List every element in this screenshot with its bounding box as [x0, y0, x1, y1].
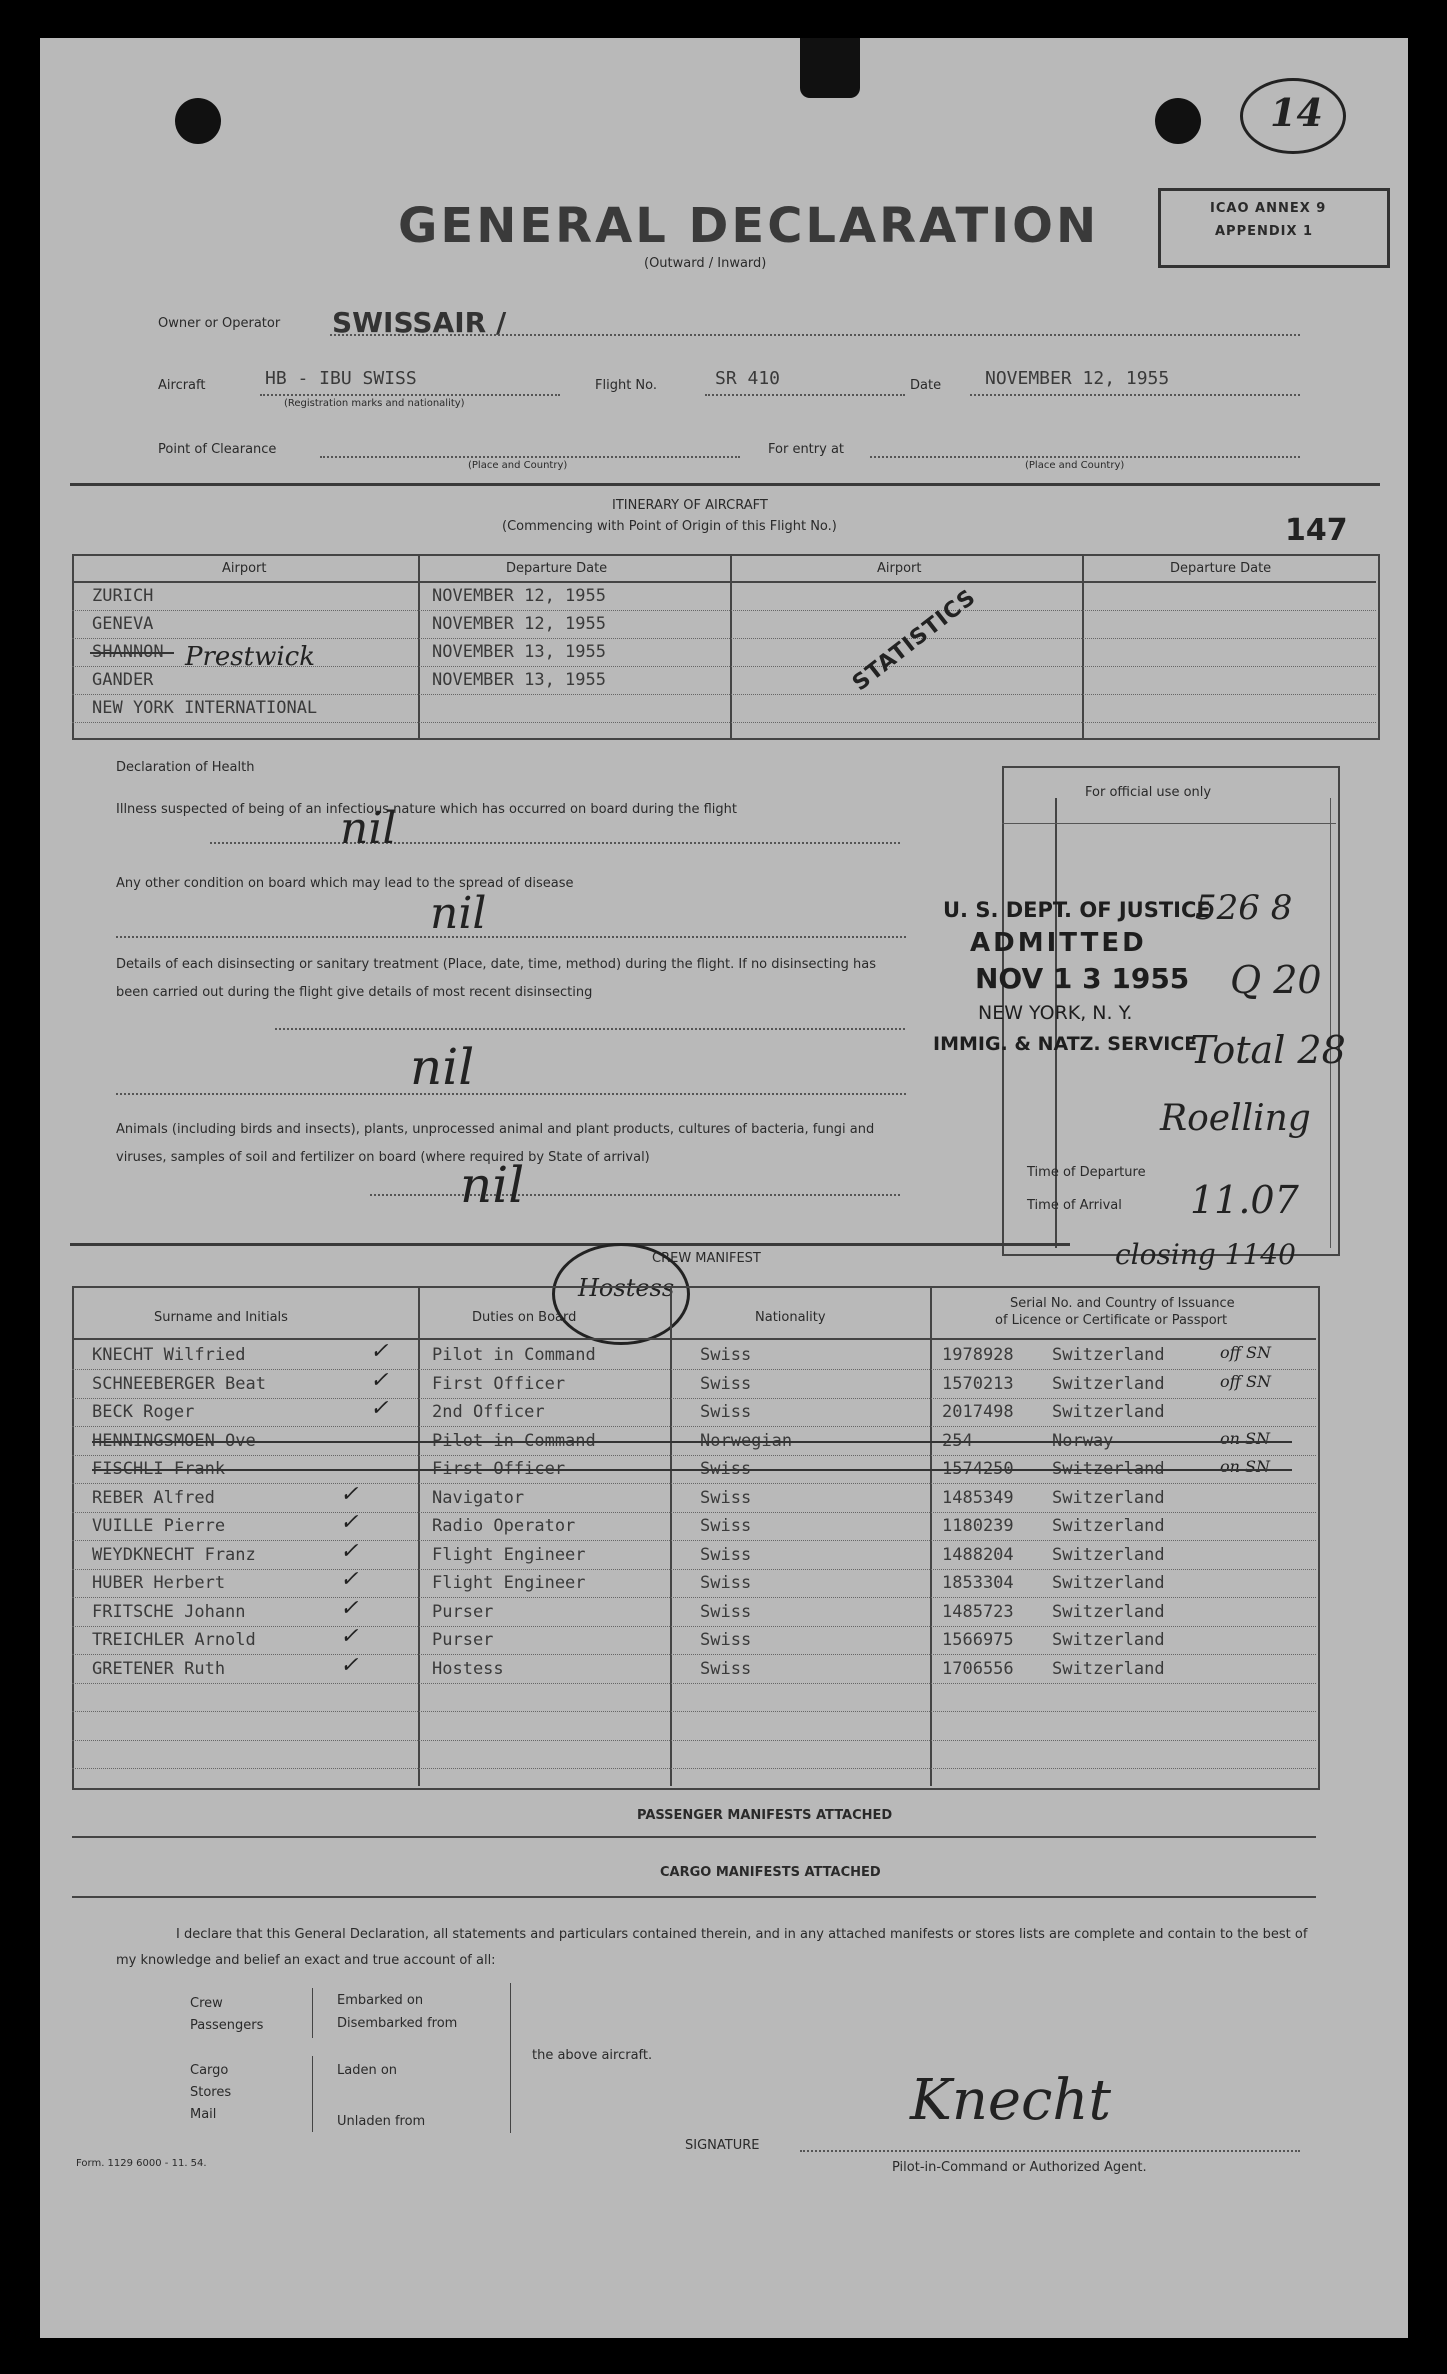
check-mark-icon: ✓ — [340, 1652, 359, 1678]
crew-name: HUBER Herbert — [92, 1573, 226, 1593]
owner-line — [330, 334, 1300, 336]
itinerary-airport: GANDER — [92, 670, 154, 690]
check-mark-icon: ✓ — [340, 1510, 359, 1535]
itinerary-date: NOVEMBER 12, 1955 — [432, 586, 606, 606]
crew-nationality: Swiss — [700, 1630, 752, 1650]
declaration-text: I declare that this General Declaration, all statements and particulars contained therein, and in any attached manifests or stores lists are complete and contain to the best of my knowledge and belief an exact and true account of all: — [116, 1927, 1308, 1968]
clearance-note: (Place and Country) — [468, 460, 568, 471]
departure-label: Time of Departure — [1027, 1165, 1146, 1180]
crew-country: Switzerland — [1052, 1601, 1165, 1622]
crew-col-name: Surname and Initials — [154, 1310, 288, 1325]
crew-row-line — [72, 1540, 1316, 1541]
aircraft-label: Aircraft — [158, 378, 206, 393]
page-title: GENERAL DECLARATION — [398, 198, 1100, 254]
health-q2: Any other condition on board which may lead to the spread of disease — [116, 876, 574, 891]
crew-country: Switzerland — [1052, 1516, 1165, 1536]
crew-name: GRETENER Ruth — [92, 1658, 226, 1679]
decl-embarked: Embarked on — [337, 1993, 424, 2008]
crew-country: Switzerland — [1052, 1487, 1165, 1508]
signature-label: SIGNATURE — [685, 2138, 760, 2153]
crew-row-line — [72, 1569, 1316, 1570]
health-q1: Illness suspected of being of an infectious nature which has occurred on board during the flight — [116, 802, 737, 817]
crew-nationality: Swiss — [700, 1373, 752, 1394]
circled-number: 14 — [1270, 90, 1323, 135]
file-number: 147 — [1285, 513, 1348, 548]
health-q4: Animals (including birds and insects), plants, unprocessed animal and plant products, cultures of bacteria, fungi and viruses, samples of soil and fertilizer on board (where required by State of arrival) — [116, 1122, 875, 1165]
decl-bracket-2 — [312, 2056, 313, 2132]
crew-serial: 1488204 — [942, 1544, 1014, 1565]
entry-label: For entry at — [768, 442, 845, 457]
crew-name: REBER Alfred — [92, 1487, 215, 1508]
crew-name: SCHNEEBERGER Beat — [92, 1373, 266, 1394]
crew-nationality: Swiss — [700, 1459, 752, 1479]
check-mark-icon: ✓ — [340, 1538, 359, 1564]
date-line — [970, 394, 1300, 396]
check-mark-icon: ✓ — [340, 1481, 359, 1507]
crew-nationality: Swiss — [700, 1573, 752, 1593]
crew-name: HENNINGSMOEN Ove — [92, 1430, 256, 1451]
crew-serial: 1485349 — [942, 1487, 1014, 1508]
crew-serial: 1706556 — [942, 1658, 1014, 1679]
crew-name: FRITSCHE Johann — [92, 1601, 246, 1622]
crew-serial: 1485723 — [942, 1601, 1014, 1622]
crew-row-line — [72, 1426, 1316, 1427]
passenger-manifests: PASSENGER MANIFESTS ATTACHED — [637, 1808, 893, 1823]
owner-value: SWISSAIR / — [332, 306, 507, 339]
itinerary-date: NOVEMBER 12, 1955 — [432, 614, 606, 634]
decl-stores: Stores — [190, 2085, 232, 2100]
crew-note: off SN — [1220, 1343, 1272, 1362]
annex-line2: APPENDIX 1 — [1215, 224, 1314, 239]
itinerary-airport: ZURICH — [92, 586, 154, 606]
itinerary-airport: NEW YORK INTERNATIONAL — [92, 698, 318, 718]
arrival-label: Time of Arrival — [1027, 1198, 1122, 1213]
itin-col-airport: Airport — [222, 561, 267, 576]
crew-duty: Flight Engineer — [432, 1573, 586, 1593]
crew-nationality: Swiss — [700, 1516, 752, 1536]
attach-line-2 — [72, 1896, 1316, 1898]
stamp-line5: IMMIG. & NATZ. SERVICE — [933, 1033, 1198, 1055]
annex-line1: ICAO ANNEX 9 — [1210, 201, 1327, 216]
crew-title: CREW MANIFEST — [652, 1251, 761, 1266]
owner-label: Owner or Operator — [158, 316, 281, 331]
crew-name: VUILLE Pierre — [92, 1516, 226, 1536]
official-hw4: Roelling — [1160, 1098, 1311, 1139]
check-mark-icon: ✓ — [340, 1624, 359, 1649]
official-hw1: 526 8 — [1195, 888, 1293, 928]
itinerary-title: ITINERARY OF AIRCRAFT — [612, 498, 768, 513]
crew-country: Switzerland — [1052, 1573, 1165, 1593]
cargo-manifests: CARGO MANIFESTS ATTACHED — [660, 1865, 881, 1880]
decl-above: the above aircraft. — [532, 2048, 653, 2063]
decl-bracket-3 — [510, 1983, 511, 2133]
aircraft-value: HB - IBU SWISS — [265, 368, 417, 389]
crew-nationality: Swiss — [700, 1544, 752, 1565]
strike-through — [92, 1469, 1292, 1471]
decl-unladen: Unladen from — [337, 2114, 426, 2129]
crew-country: Norway — [1052, 1430, 1114, 1451]
signature-value: Knecht — [910, 2068, 1111, 2133]
punch-hole-left — [175, 98, 221, 144]
itinerary-row-line — [72, 722, 1376, 723]
official-box-inner-right — [1330, 798, 1331, 1248]
attach-line-1 — [72, 1836, 1316, 1838]
crew-duty: First Officer — [432, 1373, 566, 1394]
crew-note: on SN — [1220, 1457, 1270, 1476]
crew-row-line — [72, 1369, 1316, 1370]
aircraft-note: (Registration marks and nationality) — [284, 398, 465, 409]
crew-name: TREICHLER Arnold — [92, 1630, 256, 1650]
health-title: Declaration of Health — [116, 760, 255, 775]
itinerary-handwritten: Prestwick — [185, 642, 315, 672]
health-a3: nil — [410, 1038, 475, 1096]
health-a2: nil — [430, 888, 487, 939]
official-hw3: Total 28 — [1190, 1028, 1346, 1072]
health-q3: Details of each disinsecting or sanitary treatment (Place, date, time, method) during the flight. If no disinsecting has been carried out during the flight give details of most recent disinsecting — [116, 957, 876, 1000]
crew-nationality: Swiss — [700, 1345, 752, 1365]
divider-1 — [70, 483, 1380, 486]
crew-country: Switzerland — [1052, 1459, 1165, 1479]
closing-note: closing 1140 — [1115, 1238, 1296, 1271]
health-q1-line — [210, 842, 900, 844]
crew-serial: 1574250 — [942, 1459, 1014, 1479]
crew-row-line — [72, 1654, 1316, 1655]
crew-row-line — [72, 1768, 1316, 1769]
crew-row-line — [72, 1711, 1316, 1712]
crew-row-line — [72, 1398, 1316, 1399]
check-mark-icon: ✓ — [340, 1567, 359, 1592]
health-q3-line2 — [116, 1093, 906, 1095]
flight-line — [705, 394, 905, 396]
crew-duty: First Officer — [432, 1459, 566, 1479]
stamp-line2: ADMITTED — [970, 928, 1147, 958]
crew-circled: Hostess — [578, 1274, 675, 1302]
crew-col-duties: Duties on Board — [472, 1310, 577, 1325]
crew-duty: Pilot in Command — [432, 1345, 596, 1365]
crew-col-serial1: Serial No. and Country of Issuance — [1010, 1296, 1235, 1311]
health-a4: nil — [460, 1156, 525, 1214]
check-mark-icon: ✓ — [340, 1595, 359, 1621]
health-q3-line — [275, 1028, 905, 1030]
staple-mark — [800, 38, 860, 98]
official-hw2: Q 20 — [1230, 958, 1322, 1002]
decl-passengers: Passengers — [190, 2018, 264, 2033]
itinerary-row-line — [72, 610, 1376, 611]
general-declaration-form — [40, 38, 1408, 2338]
flight-label: Flight No. — [595, 378, 658, 393]
signer-label: Pilot-in-Command or Authorized Agent. — [892, 2160, 1147, 2175]
crew-name: FISCHLI Frank — [92, 1459, 226, 1479]
page-subtitle: (Outward / Inward) — [644, 256, 767, 271]
crew-note: off SN — [1220, 1371, 1272, 1391]
itinerary-row-line — [72, 694, 1376, 695]
signature-line — [800, 2150, 1300, 2152]
crew-header-line — [72, 1338, 1316, 1340]
divider-crew — [70, 1243, 1070, 1246]
health-a1: nil — [340, 803, 397, 854]
entry-line — [870, 456, 1300, 458]
decl-disembarked: Disembarked from — [337, 2016, 458, 2031]
crew-nationality: Norwegian — [700, 1430, 793, 1451]
stamp-line3: NOV 1 3 1955 — [975, 962, 1190, 995]
check-mark-icon: ✓ — [370, 1339, 389, 1364]
crew-serial: 254 — [942, 1430, 973, 1451]
official-title-line — [1002, 823, 1336, 824]
decl-mail: Mail — [190, 2107, 217, 2122]
crew-nationality: Swiss — [700, 1658, 752, 1679]
crew-nationality: Swiss — [700, 1487, 752, 1508]
stamp-line1: U. S. DEPT. OF JUSTICE — [943, 898, 1211, 922]
crew-col-serial2: of Licence or Certificate or Passport — [995, 1313, 1228, 1328]
itinerary-subtitle: (Commencing with Point of Origin of this Flight No.) — [502, 519, 837, 534]
crew-name: KNECHT Wilfried — [92, 1345, 246, 1365]
crew-duty: Hostess — [432, 1658, 504, 1679]
crew-col-nat: Nationality — [755, 1310, 826, 1325]
crew-row-line — [72, 1597, 1316, 1598]
itinerary-airport: GENEVA — [92, 614, 154, 634]
clearance-label: Point of Clearance — [158, 442, 277, 457]
crew-nationality: Swiss — [700, 1402, 752, 1422]
crew-serial: 1570213 — [942, 1373, 1014, 1394]
crew-country: Switzerland — [1052, 1402, 1165, 1422]
clearance-line — [320, 456, 740, 458]
itin-col-departure: Departure Date — [506, 561, 608, 576]
flight-value: SR 410 — [715, 368, 781, 389]
statistics-stamp: STATISTICS — [848, 584, 981, 697]
decl-cargo: Cargo — [190, 2063, 229, 2078]
crew-duty: Flight Engineer — [432, 1544, 586, 1565]
check-mark-icon: ✓ — [370, 1396, 389, 1421]
crew-row-line — [72, 1455, 1316, 1456]
crew-serial: 1978928 — [942, 1345, 1014, 1365]
crew-duty: Radio Operator — [432, 1516, 576, 1536]
itinerary-row-line — [72, 638, 1376, 639]
check-mark-icon: ✓ — [370, 1367, 389, 1393]
health-q2-line — [116, 936, 906, 938]
crew-duty: Navigator — [432, 1487, 525, 1508]
crew-duty: Pilot in Command — [432, 1430, 596, 1451]
crew-row-line — [72, 1683, 1316, 1684]
crew-nationality: Swiss — [700, 1601, 752, 1622]
crew-country: Switzerland — [1052, 1544, 1165, 1565]
crew-note: on SN — [1220, 1428, 1270, 1448]
entry-note: (Place and Country) — [1025, 460, 1125, 471]
crew-duty: 2nd Officer — [432, 1402, 545, 1422]
crew-country: Switzerland — [1052, 1345, 1165, 1365]
crew-serial: 2017498 — [942, 1402, 1014, 1422]
itin-col-departure2: Departure Date — [1170, 561, 1272, 576]
crew-serial: 1180239 — [942, 1516, 1014, 1536]
crew-serial: 1566975 — [942, 1630, 1014, 1650]
crew-row-line — [72, 1626, 1316, 1627]
itinerary-date: NOVEMBER 13, 1955 — [432, 670, 606, 690]
crew-row-line — [72, 1483, 1316, 1484]
strike-through — [90, 652, 174, 654]
official-title: For official use only — [1085, 785, 1212, 800]
health-q4-line — [370, 1194, 900, 1196]
date-label: Date — [910, 378, 942, 393]
strike-through — [92, 1441, 1292, 1443]
punch-hole-right — [1155, 98, 1201, 144]
itinerary-airport: SHANNON — [92, 642, 164, 662]
aircraft-line — [260, 394, 560, 396]
decl-bracket-1 — [312, 1988, 313, 2038]
crew-duty: Purser — [432, 1601, 494, 1622]
crew-country: Switzerland — [1052, 1630, 1165, 1650]
decl-laden: Laden on — [337, 2063, 398, 2078]
itinerary-date: NOVEMBER 13, 1955 — [432, 642, 606, 662]
form-number: Form. 1129 6000 - 11. 54. — [76, 2158, 207, 2169]
crew-duty: Purser — [432, 1630, 494, 1650]
crew-name: BECK Roger — [92, 1402, 195, 1422]
stamp-line4: NEW YORK, N. Y. — [978, 1002, 1133, 1024]
crew-country: Switzerland — [1052, 1373, 1165, 1394]
decl-crew: Crew — [190, 1996, 223, 2011]
date-value: NOVEMBER 12, 1955 — [985, 368, 1170, 389]
arrival-value: 11.07 — [1190, 1178, 1299, 1222]
itin-header-line — [72, 581, 1376, 583]
itin-col-airport2: Airport — [877, 561, 922, 576]
crew-name: WEYDKNECHT Franz — [92, 1544, 256, 1565]
crew-country: Switzerland — [1052, 1658, 1165, 1679]
crew-serial: 1853304 — [942, 1573, 1014, 1593]
crew-row-line — [72, 1740, 1316, 1741]
crew-row-line — [72, 1512, 1316, 1513]
